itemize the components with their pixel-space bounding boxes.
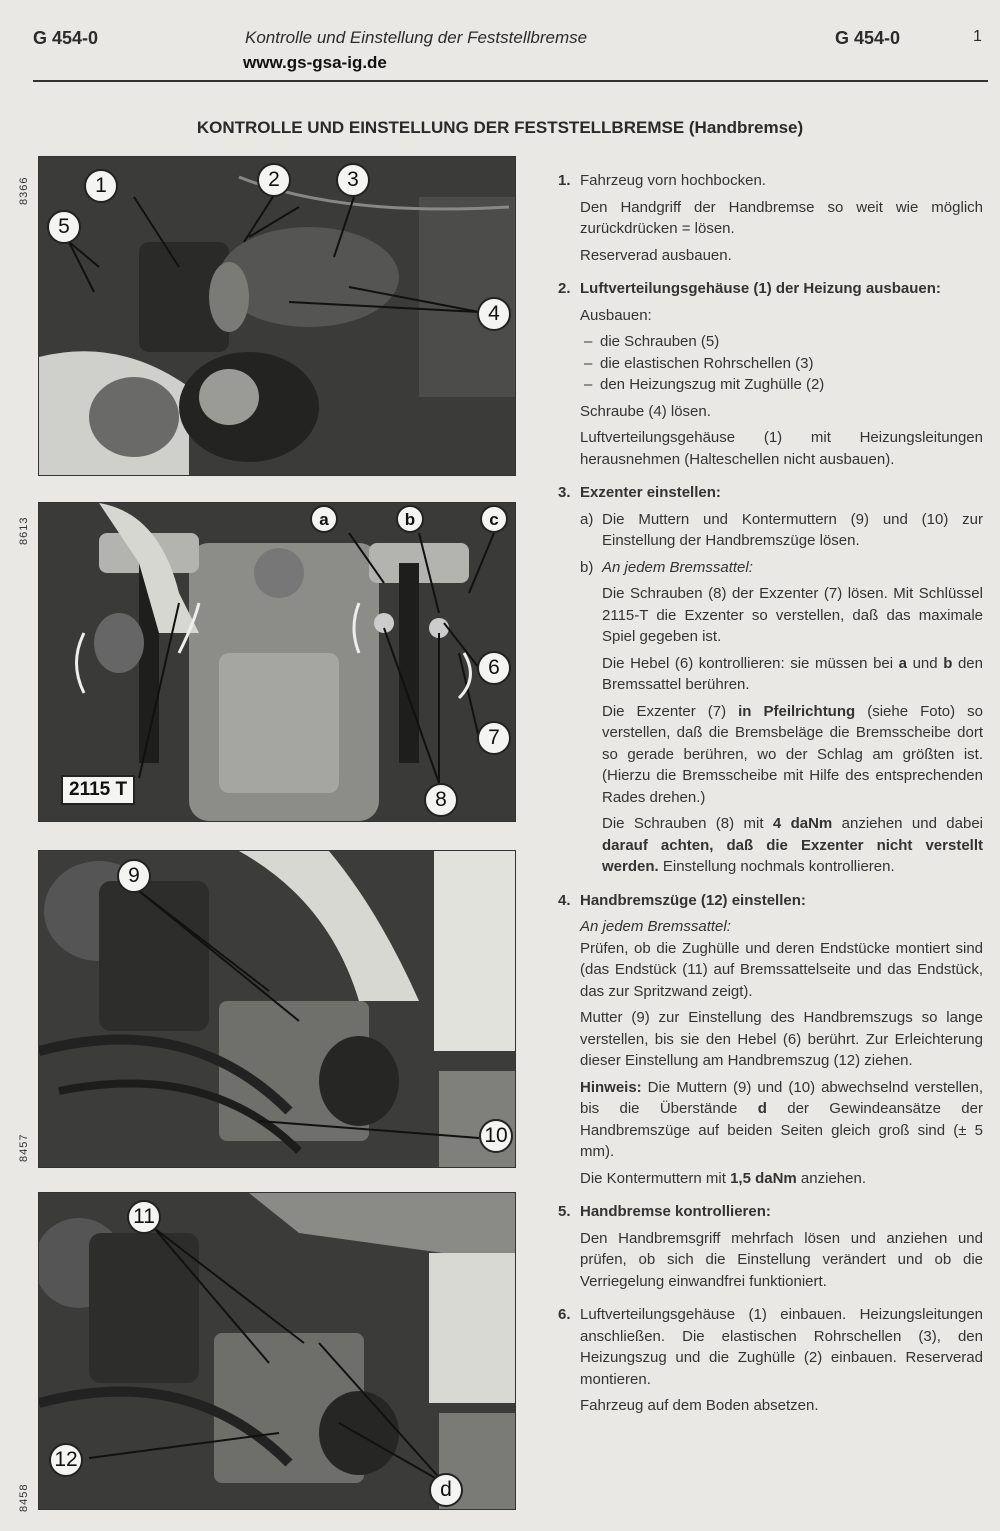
step-5	[558, 1201, 983, 1292]
callout-d: d	[429, 1473, 463, 1507]
substep-label: a)	[580, 510, 594, 528]
step-heading: Handbremse kontrollieren:	[580, 1203, 771, 1220]
list-item: – den Heizungszug mit Zughülle (2)	[580, 374, 983, 396]
step-1	[558, 170, 983, 266]
callout-6: 6	[477, 651, 511, 685]
step-number: 3.	[558, 484, 571, 501]
figure-number-3: 8457	[18, 1133, 30, 1162]
substep-label: b)	[580, 558, 594, 576]
figure-number-4: 8458	[18, 1483, 30, 1512]
step-text: Die Hebel (6) kontrollieren: sie müssen bei a und b den Bremssattel berühren.	[602, 654, 983, 693]
step-text: Prüfen, ob die Zughülle und deren Endstücke montiert sind (das Endstück (11) auf Bremssattelseite und das Endstück, das zur Spritzwand zeigt).	[580, 939, 983, 1000]
photo-cable-end-pieces	[38, 1192, 516, 1510]
callout-4: 4	[477, 297, 511, 331]
step-3	[558, 482, 983, 878]
callout-1: 1	[84, 169, 118, 203]
callout-8: 8	[424, 783, 458, 817]
doc-code-right: G 454-0	[835, 28, 901, 48]
substep-heading: An jedem Bremssattel:	[580, 918, 731, 935]
header-rule	[33, 80, 988, 82]
step-text: Fahrzeug auf dem Boden absetzen.	[580, 1397, 819, 1414]
step-number: 5.	[558, 1203, 571, 1220]
step-text: Die Muttern und Kontermuttern (9) und (10) zur Einstellung der Handbremszüge lösen.	[602, 510, 983, 549]
step-2	[558, 278, 983, 470]
callout-7: 7	[477, 721, 511, 755]
step-text: Luftverteilungsgehäuse (1) einbauen. Heizungsleitungen anschließen. Die elastischen Rohrschellen (3), den Heizungszug und die Zughülle (2) einbauen. Reserverad montieren.	[580, 1306, 983, 1388]
step-text: Reserverad ausbauen.	[580, 246, 732, 264]
tool-label: 2115 T	[61, 775, 135, 805]
step-number: 2.	[558, 280, 571, 297]
callout-12: 12	[49, 1443, 83, 1477]
step-heading: Exzenter einstellen:	[580, 484, 721, 501]
substep-a	[580, 509, 983, 552]
hint-text: Hinweis: Die Muttern (9) und (10) abwechselnd verstellen, bis die Überstände d der Gewindeansätze der Handbremszüge auf beiden Seiten gleich groß sind (± 5 mm).	[580, 1078, 983, 1160]
website-url: www.gs-gsa-ig.de	[243, 53, 387, 72]
list-item: – die elastischen Rohrschellen (3)	[580, 353, 983, 375]
page-number: 1	[973, 28, 982, 45]
doc-code-left: G 454-0	[33, 28, 99, 48]
step-text: Die Exzenter (7) in Pfeilrichtung (siehe Foto) so verstellen, daß die Bremsbeläge die Bremsscheibe dort so gerade berühren, wo der Schlag am größten ist. (Hierzu die Bremsscheibe mit Hilfe des entsprechenden Rades drehen.)	[602, 702, 983, 806]
step-number: 1.	[558, 172, 571, 189]
callout-9: 9	[117, 859, 151, 893]
step-text: Die Schrauben (8) der Exzenter (7) lösen. Mit Schlüssel 2115-T die Exzenter so verstellen, daß das maximale Spiel gegeben ist.	[602, 585, 983, 645]
list-item: – die Schrauben (5)	[580, 331, 983, 353]
step-text: Den Handbremsgriff mehrfach lösen und anziehen und prüfen, ob sich die Einstellung verändert und ob die Verriegelung einwandfrei funktioniert.	[580, 1229, 983, 1290]
substep-heading: An jedem Bremssattel:	[602, 558, 753, 576]
step-text: Die Schrauben (8) mit 4 daNm anziehen und dabei darauf achten, daß die Exzenter nicht verstellt werden. Einstellung nochmals kontrollieren.	[602, 815, 983, 875]
main-title: KONTROLLE UND EINSTELLUNG DER FESTSTELLBREMSE (Handbremse)	[196, 118, 804, 137]
step-text: Die Kontermuttern mit 1,5 daNm anziehen.	[580, 1169, 866, 1187]
removal-list	[580, 331, 983, 396]
step-text: Den Handgriff der Handbremse so weit wie möglich zurückdrücken = lösen.	[580, 198, 983, 237]
step-number: 4.	[558, 891, 571, 909]
step-heading: Luftverteilungsgehäuse (1) der Heizung ausbauen:	[580, 280, 941, 297]
figure-number-2: 8613	[18, 516, 30, 545]
step-text: Ausbauen:	[580, 306, 652, 324]
step-6	[558, 1304, 983, 1417]
callout-3: 3	[336, 163, 370, 197]
callout-a: a	[310, 505, 338, 533]
step-text: Luftverteilungsgehäuse (1) mit Heizungsleitungen herausnehmen (Halteschellen nicht ausbauen).	[580, 429, 983, 468]
callout-11: 11	[127, 1200, 161, 1234]
callout-c: c	[480, 505, 508, 533]
substep-b	[580, 557, 983, 878]
instruction-text	[558, 170, 983, 1429]
step-text: Schraube (4) lösen.	[580, 402, 711, 420]
photo-eccentric-adjustment	[38, 502, 516, 822]
photo-heater-housing	[38, 156, 516, 476]
step-heading: Handbremszüge (12) einstellen:	[580, 891, 806, 909]
callout-2: 2	[257, 163, 291, 197]
step-4	[558, 890, 983, 1190]
callout-5: 5	[47, 210, 81, 244]
callout-b: b	[396, 505, 424, 533]
step-text: Mutter (9) zur Einstellung des Handbremszugs so lange verstellen, bis sie den Hebel (6) berührt. Zur Erleichterung dieser Einstellung am Handbremszug (12) ziehen.	[580, 1009, 983, 1069]
figure-number-1: 8366	[18, 176, 30, 205]
photo-handbrake-cable-nuts	[38, 850, 516, 1168]
step-number: 6.	[558, 1306, 571, 1323]
step-text: Fahrzeug vorn hochbocken.	[580, 172, 766, 189]
callout-10: 10	[479, 1119, 513, 1153]
doc-header-title: Kontrolle und Einstellung der Feststellbremse	[245, 28, 588, 47]
